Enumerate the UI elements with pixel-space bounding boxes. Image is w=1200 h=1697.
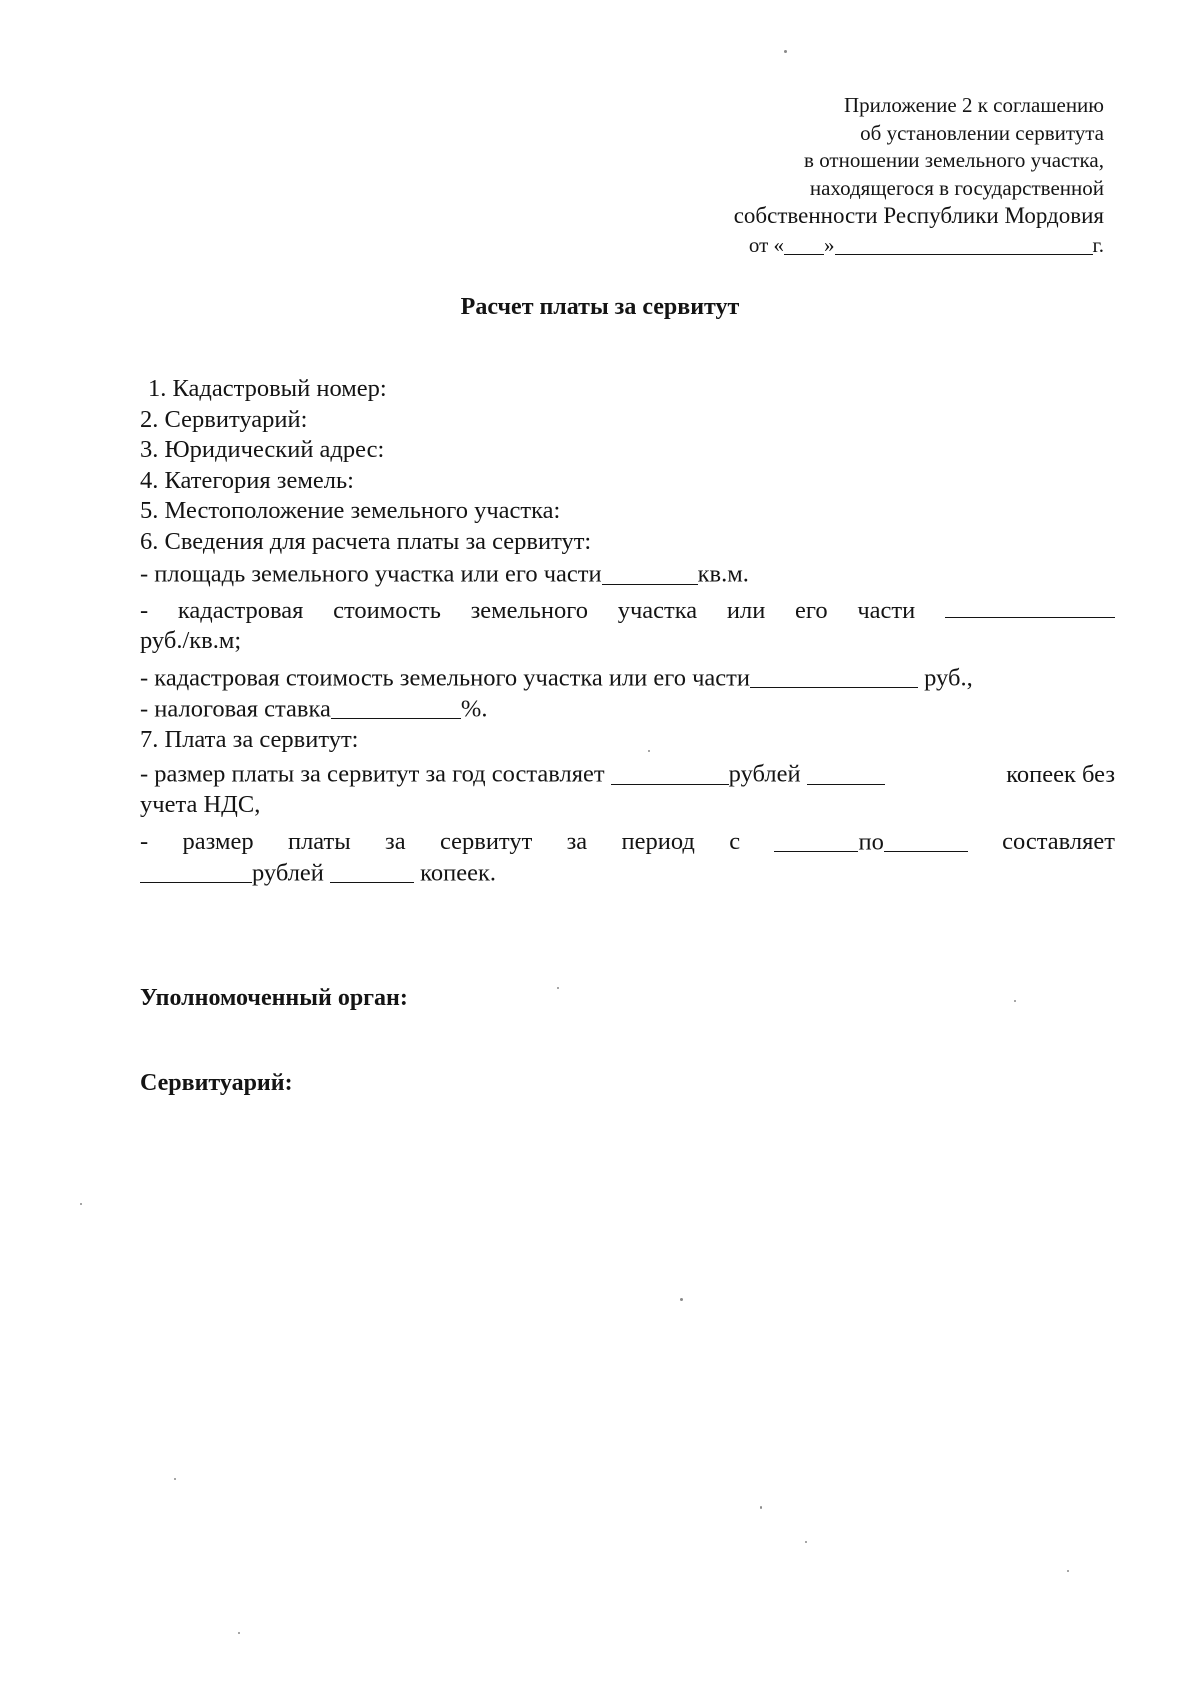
area-blank xyxy=(602,559,698,585)
year-kop-label: копеек без xyxy=(1006,760,1115,788)
appendix-line-3: в отношении земельного участка, xyxy=(804,148,1104,172)
appendix-line-5: собственности Республики Мордовия xyxy=(733,203,1104,228)
year-fee-left xyxy=(140,759,885,790)
item-cadastral-number: 1. Кадастровый номер: xyxy=(148,375,387,402)
items-list xyxy=(140,374,1115,889)
date-mid: » xyxy=(824,232,835,257)
item-servitude-fee: 7. Плата за сервитут: xyxy=(140,725,359,753)
item-servitor: 2. Сервитуарий: xyxy=(140,405,308,433)
period-to-blank xyxy=(884,827,968,853)
area-text: - площадь земельного участка или его части xyxy=(140,560,602,588)
scan-speck xyxy=(680,1298,683,1301)
authority-signature-label: Уполномоченный орган: xyxy=(140,985,408,1011)
period-rub-blank xyxy=(140,858,252,884)
period-rub-label: рублей xyxy=(252,859,324,886)
scan-speck xyxy=(805,1541,807,1543)
cadval-sqm-word: части xyxy=(857,596,916,624)
period-kop-label: копеек. xyxy=(420,859,496,886)
cadval-row xyxy=(140,663,1115,694)
scan-speck xyxy=(1014,1000,1016,1002)
document-title: Расчет платы за сервитут xyxy=(460,294,740,320)
period-kop-blank xyxy=(330,858,414,884)
cadval-sqm-word: кадастровая xyxy=(177,596,304,624)
scan-speck xyxy=(648,750,650,752)
year-fee-text: - размер платы за сервитут за год составляет xyxy=(140,760,605,788)
year-vat-note: учета НДС, xyxy=(140,791,261,818)
period-word: сервитут xyxy=(439,828,533,855)
cadval-sqm-blank xyxy=(945,592,1115,618)
cadval-sqm-word: - xyxy=(140,596,149,624)
period-range xyxy=(774,827,967,858)
period-end-label: составляет xyxy=(1002,828,1115,855)
period-word: размер xyxy=(182,828,254,855)
item-land-category: 4. Категория земель: xyxy=(140,466,354,494)
date-prefix: от « xyxy=(748,232,784,257)
cadval-blank xyxy=(750,663,918,689)
appendix-header xyxy=(734,92,1104,259)
date-month-blank xyxy=(835,233,1093,255)
tax-unit: %. xyxy=(460,695,488,722)
servitor-signature-label: Сервитуарий: xyxy=(140,1070,293,1096)
scan-speck xyxy=(784,50,787,53)
year-kop-blank xyxy=(807,759,885,785)
scan-speck xyxy=(238,1632,240,1634)
area-unit: кв.м. xyxy=(697,560,749,588)
date-day-blank xyxy=(784,233,824,255)
period-word: период xyxy=(621,828,695,855)
period-amount-row xyxy=(140,858,1115,889)
cadval-sqm-word: стоимость xyxy=(333,596,441,624)
scan-speck xyxy=(174,1478,176,1480)
scan-speck xyxy=(760,1506,762,1509)
appendix-line-1: Приложение 2 к соглашению xyxy=(844,93,1104,117)
tax-blank xyxy=(331,694,461,720)
item-land-location: 5. Местоположение земельного участка: xyxy=(140,497,561,524)
year-rub-blank xyxy=(611,759,729,785)
date-suffix: г. xyxy=(1092,232,1104,257)
scan-speck xyxy=(1067,1570,1069,1572)
period-fee-row xyxy=(140,827,1115,858)
cadval-sqm-row xyxy=(140,592,1115,626)
cadval-sqm-word: участка xyxy=(617,596,698,624)
tax-row xyxy=(140,694,1115,725)
item-legal-address: 3. Юридический адрес: xyxy=(140,436,385,463)
period-from-blank xyxy=(774,827,858,853)
cadval-unit: руб., xyxy=(924,664,973,691)
appendix-date-line xyxy=(734,232,1104,260)
scan-speck xyxy=(80,1203,82,1205)
appendix-line-2: об установлении сервитута xyxy=(860,120,1104,145)
period-word: за xyxy=(385,828,406,855)
year-fee-row xyxy=(140,759,1115,790)
appendix-line-4: находящегося в государственной xyxy=(809,175,1104,200)
area-row xyxy=(140,559,1115,590)
cadval-sqm-word: его xyxy=(795,596,828,624)
cadval-text: - кадастровая стоимость земельного участка или его части xyxy=(140,664,750,691)
period-word: за xyxy=(566,828,588,855)
period-word: платы xyxy=(287,828,351,855)
period-to-label: по xyxy=(858,828,884,855)
period-word: - xyxy=(140,828,149,855)
scan-speck xyxy=(557,987,559,989)
cadval-sqm-unit: руб./кв.м; xyxy=(140,627,242,654)
period-word: с xyxy=(729,828,741,855)
item-calculation-info: 6. Сведения для расчета платы за сервитут: xyxy=(140,527,592,555)
cadval-sqm-word: или xyxy=(726,596,766,624)
cadval-sqm-word: земельного xyxy=(470,596,588,624)
tax-text: - налоговая ставка xyxy=(140,695,331,722)
year-rub-label: рублей xyxy=(728,760,801,788)
